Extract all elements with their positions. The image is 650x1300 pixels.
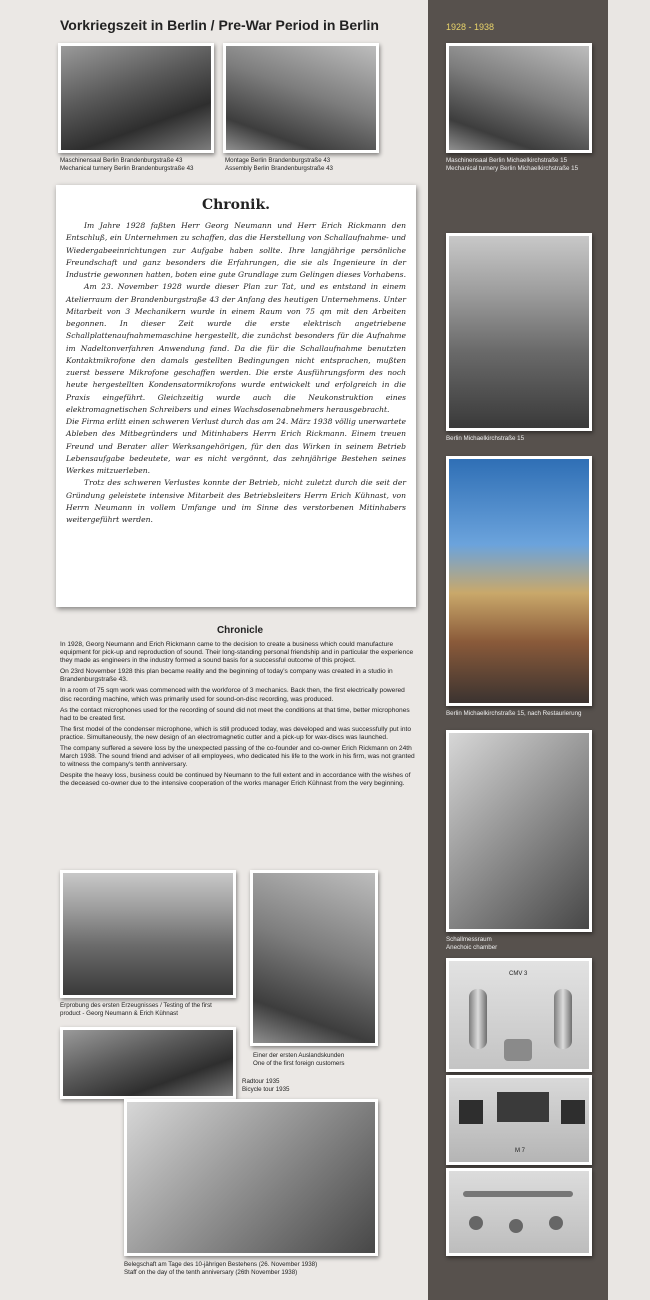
chronik-text <box>66 220 406 526</box>
photo-microphone-parts <box>446 1168 592 1256</box>
photo-building-restored <box>446 456 592 706</box>
part-shape <box>509 1219 523 1233</box>
part-shape <box>463 1191 573 1197</box>
caption-staff <box>124 1261 384 1277</box>
caption-line-de: Einer der ersten Auslandskunden <box>253 1052 345 1059</box>
caption-line-en: Mechanical turnery Berlin Brandenburgstraße 43 <box>60 165 194 172</box>
caption-line-de: Berlin Michaelkirchstraße 15 <box>446 435 525 442</box>
photo-staff-anniversary <box>124 1099 378 1256</box>
chronicle-paragraph: In 1928, Georg Neumann and Erich Rickmann came to the decision to create a business which could manufacture equipment for pick-up and reproduction of sound. Their long-standing personal friendship and in particular the experience they made as engineers in the industry formed a sound basis for a successful outcome of this project. <box>60 641 414 665</box>
photo-foreign-customer <box>250 870 378 1046</box>
caption-assembly <box>225 157 385 173</box>
chronik-document <box>56 185 416 607</box>
part-shape <box>469 1216 483 1230</box>
chronik-paragraph: Die Firma erlitt einen schweren Verlust durch das am 24. März 1938 völlig unerwartete Ableben des Mitbegründers und Mitinhabers Herrn Erich Rickmann. Einem treuen Freund und Berater aller Werksangehörigen, für den das Wirken in seinem Betrieb Lebensaufgabe bedeutete, war es nicht vergönnt, das zehnjährige Bestehen seines Werkes mitzuerleben. <box>66 417 406 475</box>
microphone-shape <box>469 989 487 1049</box>
chronicle-paragraph: The first model of the condenser microphone, which is still produced today, was developed and was successfully put into practice. Simultaneously, the new design of an electromagnetic cutter and a pick-up for wax-discs was launched. <box>60 725 411 741</box>
chronicle-paragraph: In a room of 75 sqm work was commenced with the workforce of 3 mechanics. Back then, the first electrically powered disc recording machine, which was primarily used for sound-on-disc recording, was produced. <box>60 687 405 703</box>
chronicle-paragraph: Despite the heavy loss, business could be continued by Neumann to the full extent and in accordance with the wishes of the deceased co-owner due to the intensive cooperation of the works manager Erich Kühnast from the very beginning. <box>60 772 411 788</box>
caption-right-2 <box>446 435 606 443</box>
chronicle-title: Chronicle <box>216 625 264 636</box>
photo-machine-hall-michaelkirchstrasse <box>446 43 592 153</box>
photo-cmv3-microphone <box>446 958 592 1072</box>
caption-line-en: Anechoic chamber <box>446 944 498 951</box>
chronik-paragraph: Im Jahre 1928 faßten Herr Georg Neumann und Herr Erich Rickmann den Entschluß, ein Unternehmen zu schaffen, das die Herstellung von Schallaufnahme- und Wiedergabeeinrichtungen zur Aufgabe haben sollte. Ihre langjährige persönliche Freundschaft und ganz besonders die Erfahrungen, die sie als Ingenieure in der Industrie gewonnen hatten, boten eine gute Grundlage zum Gelingen dieses Vorhabens. <box>66 221 406 279</box>
photo-building-michaelkirchstrasse <box>446 233 592 431</box>
photo-m7-microphone-case <box>446 1075 592 1165</box>
part-shape <box>549 1216 563 1230</box>
chronicle-paragraph: On 23rd November 1928 this plan became reality and the beginning of today's company was created in a studio in Brandenburgstraße 43. <box>60 668 393 684</box>
caption-line-de: Maschinensaal Berlin Michaelkirchstraße 15 <box>446 157 568 164</box>
photo-testing-first-product <box>60 870 236 998</box>
caption-line-en: Mechanical turnery Berlin Michaelkirchstraße 15 <box>446 165 579 172</box>
caption-line-en: Staff on the day of the tenth anniversary (26th November 1938) <box>124 1269 298 1276</box>
caption-line-de: Montage Berlin Brandenburgstraße 43 <box>225 157 331 164</box>
product-label-cmv3: CMV 3 <box>509 971 528 977</box>
chronicle-paragraph: As the contact microphones used for the recording of sound did not meet the conditions at that time, better microphones had to be created first. <box>60 706 410 722</box>
photo-bicycle-tour <box>60 1027 236 1099</box>
caption-line-en: Bicycle tour 1935 <box>242 1086 290 1093</box>
case-shape <box>561 1100 585 1124</box>
chronik-paragraph: Am 23. November 1928 wurde dieser Plan zur Tat, und es entstand in einem Atelierraum der Brandenburgstraße 43 der Anfang des heutigen Unternehmens. Unter Mitarbeit von 3 Mechanikern wurde in einem Raum von 75 qm mit den Arbeiten begonnen. In dieser Zeit wurde die erste elektrisch angetriebene Schallplattenaufnahmemaschine hergestellt, die zunächst besonders für die Aufnahme im Nadeltonverfahren Anwendung fand. Da die für die Schallaufnahme benutzten Kontaktmikrofone den damals gestellten Bedingungen nicht entsprachen, mußten zuerst bessere Mikrofone geschaffen werden. Die erste Ausführungsform des noch heute hergestellten Kondensatormikrofons wurde entwickelt und erfolgreich in die Praxis eingeführt. Gleichzeitig wurde auch die Neukonstruktion eines elektromagnetischen Schreibers und eines Wachsdosenabnehmers herausgebracht. <box>66 282 406 414</box>
caption-line-de: Maschinensaal Berlin Brandenburgstraße 43 <box>60 157 183 164</box>
photo-machine-hall-brandenburgstrasse <box>58 43 214 153</box>
photo-assembly-brandenburgstrasse <box>223 43 379 153</box>
chronicle-text <box>60 641 415 792</box>
caption-bicycle <box>242 1078 362 1094</box>
caption-line-en: Assembly Berlin Brandenburgstraße 43 <box>225 165 333 172</box>
page-title: Vorkriegszeit in Berlin / Pre-War Period in Berlin <box>60 17 379 33</box>
caption-line-de: Radtour 1935 <box>242 1078 280 1085</box>
case-shape <box>459 1100 483 1124</box>
photo-anechoic-chamber <box>446 730 592 932</box>
caption-machine-hall <box>60 157 220 173</box>
caption-line-de: Erprobung des ersten Erzeugnisses / Testing of the first <box>60 1002 212 1009</box>
caption-line-de: Schallmessraum <box>446 936 492 943</box>
caption-line-de: Belegschaft am Tage des 10-jährigen Bestehens (26. November 1938) <box>124 1261 318 1268</box>
microphone-shape <box>554 989 572 1049</box>
chronik-paragraph: Trotz des schweren Verlustes konnte der Betrieb, nicht zuletzt durch die seit der Gründung geleistete intensive Mitarbeit des Betriebsleiters Herrn Erich Kühnast, von Herrn Neumann in vollem Umfange und im Sinne des verstorbenen Mitinhabers weitergeführt werden. <box>66 478 406 524</box>
microphone-base-shape <box>504 1039 532 1061</box>
caption-line-en: One of the first foreign customers <box>253 1060 345 1067</box>
caption-testing <box>60 1002 240 1018</box>
product-label-m7: M 7 <box>515 1148 526 1154</box>
caption-line-de: Berlin Michaelkirchstraße 15, nach Restaurierung <box>446 710 582 717</box>
caption-right-1 <box>446 157 606 173</box>
chronik-title: Chronik. <box>201 197 271 213</box>
caption-right-4 <box>446 936 606 952</box>
caption-right-3 <box>446 710 606 718</box>
case-shape <box>497 1092 549 1122</box>
caption-customer <box>253 1052 383 1068</box>
chronicle-paragraph: The company suffered a severe loss by the unexpected passing of the co-founder and co-owner Erich Rickmann on 24th March 1938. The sound friend and adviser of all employees, who dedicated his life to the work in his firm, was not granted to witness the company's tenth anniversary. <box>60 745 415 769</box>
caption-line-en: product - Georg Neumann & Erich Kühnast <box>60 1010 178 1017</box>
right-stripe <box>608 0 650 1300</box>
period-label: 1928 - 1938 <box>446 22 495 32</box>
